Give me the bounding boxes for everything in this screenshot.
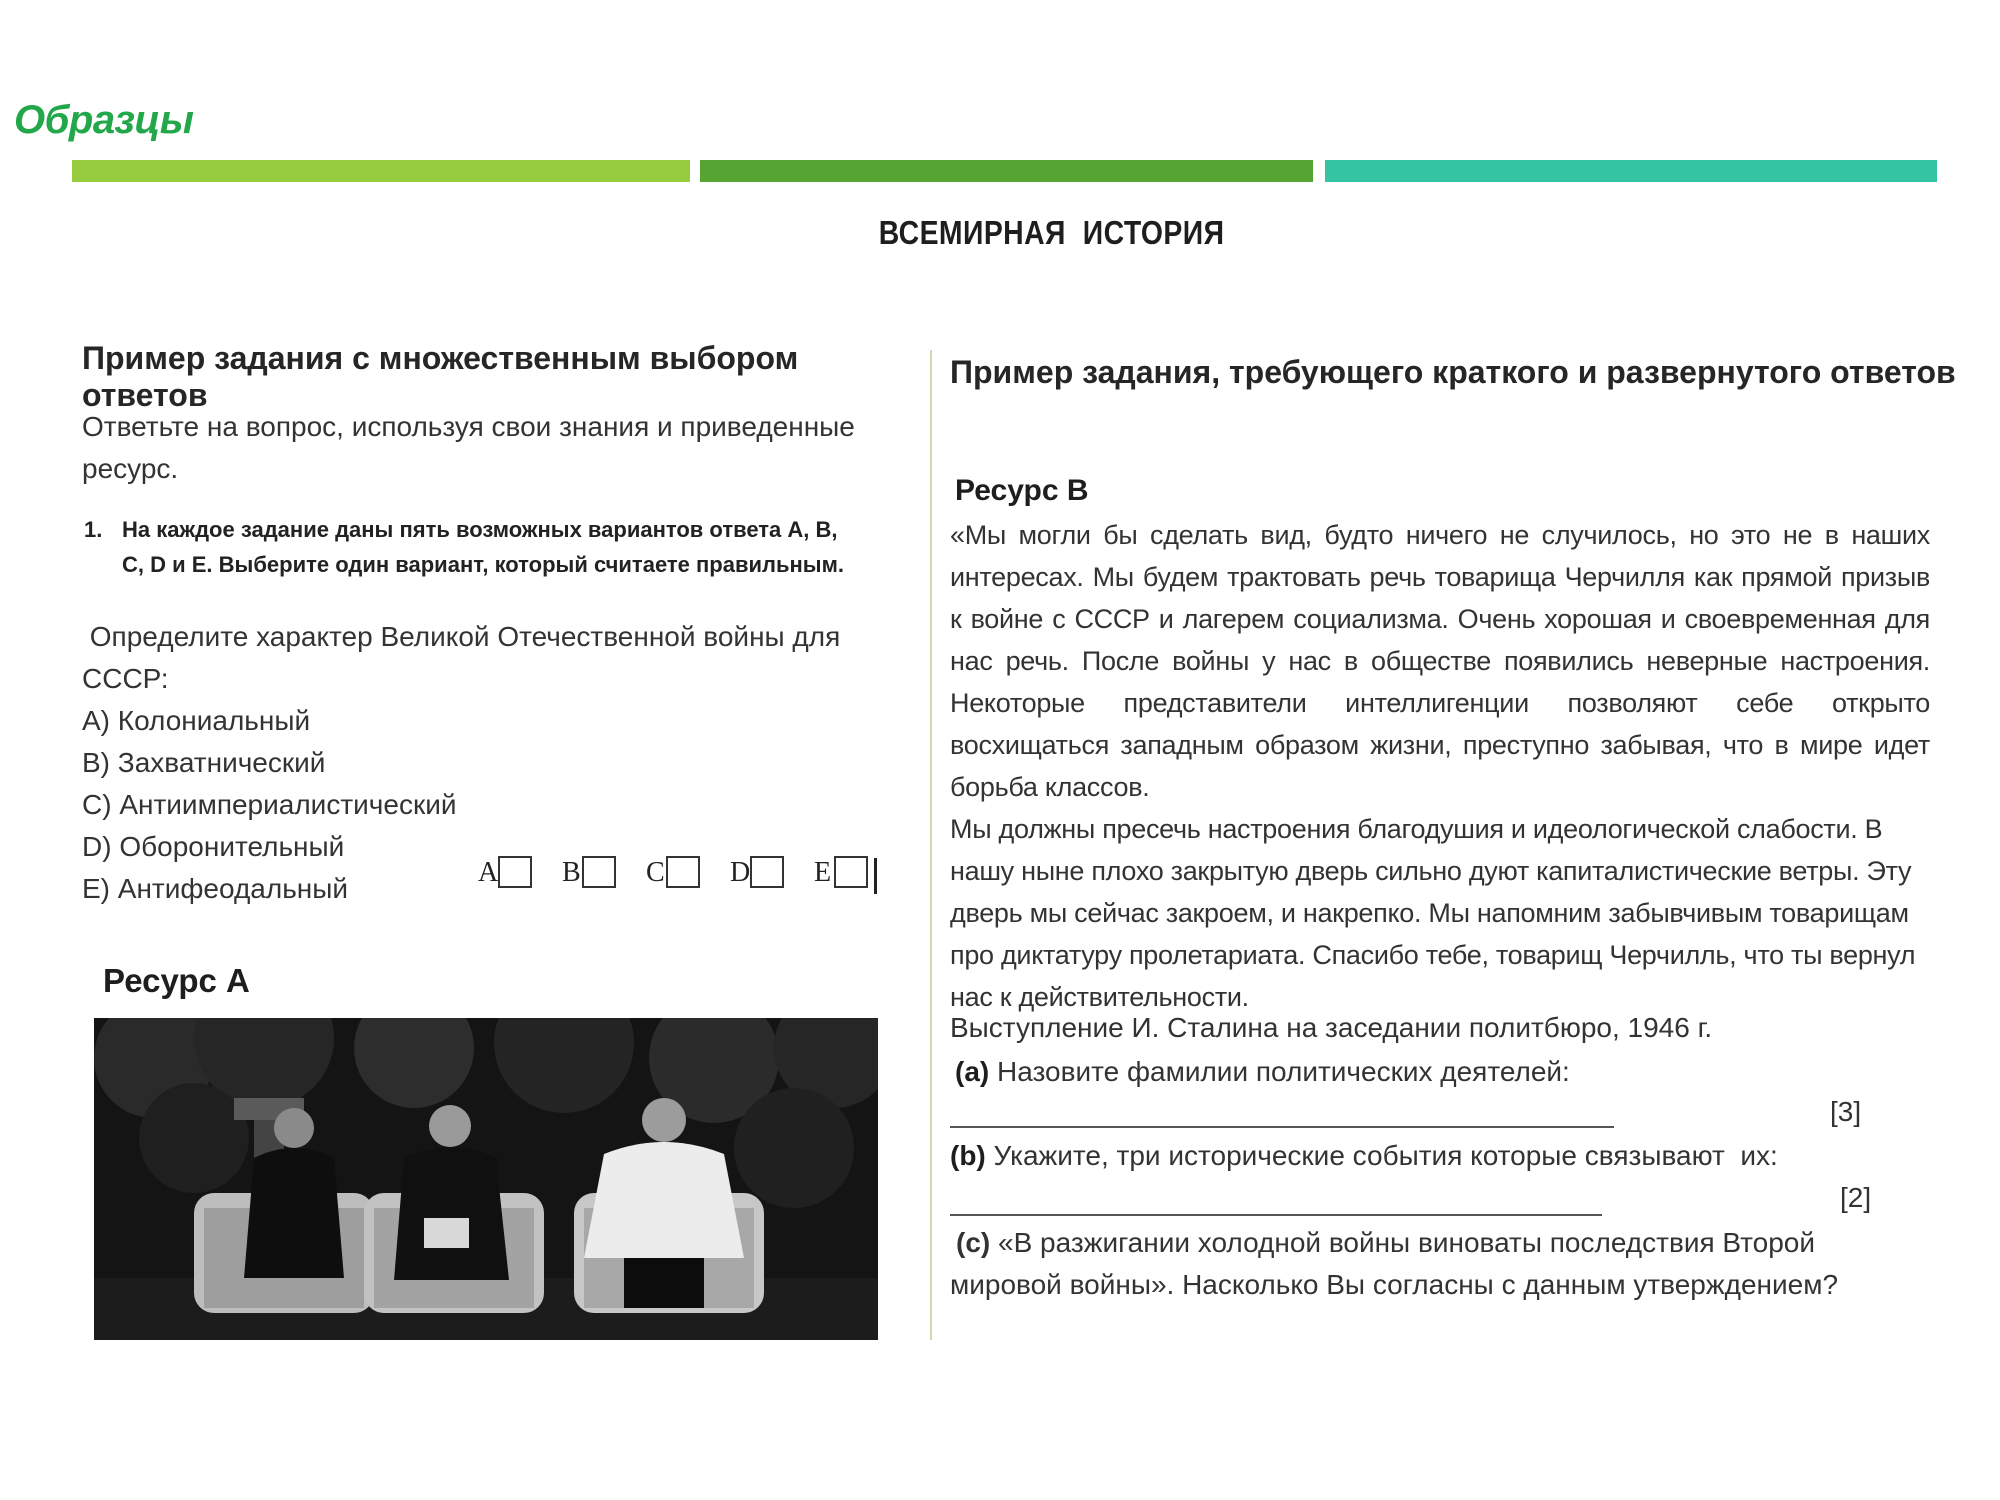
resource-a-photo bbox=[94, 1018, 878, 1340]
option-e: E) Антифеодальный bbox=[82, 873, 349, 904]
answer-box-e-letter: E bbox=[814, 857, 832, 888]
question-a-label: (a) bbox=[955, 1056, 990, 1087]
accent-bar-teal bbox=[1325, 160, 1937, 182]
resource-b-paragraph-2: Мы должны пресечь настроения благодушия и идеологической слабости. В нашу ныне плохо закрытую дверь сильно дуют капиталистические ветры. Эту дверь мы сейчас закроем, и накрепко. Мы напомним забывчивым товарищам про диктатуру пролетариата. Спасибо тебе, товарищ Черчилль, что ты вернул нас к действительности. bbox=[950, 814, 1916, 1012]
option-c: C) Антиимпериалистический bbox=[82, 789, 457, 820]
left-column bbox=[82, 340, 882, 414]
task-condition-line-1: Ответьте на вопрос, используя свои знания и приведенные bbox=[82, 411, 855, 442]
question-a-mark: [3] bbox=[1830, 1096, 1862, 1127]
answer-box-b[interactable] bbox=[562, 856, 581, 890]
question-a bbox=[955, 1056, 1570, 1088]
option-a: А) Колониальный bbox=[82, 705, 311, 736]
instruction-text: На каждое задание даны пять возможных вариантов ответа A, B, C, D и E. Выберите один вариант, который считаете правильным. bbox=[122, 517, 844, 577]
column-divider bbox=[930, 350, 932, 1340]
task-condition bbox=[82, 406, 855, 490]
question-a-text: Назовите фамилии политических деятелей: bbox=[989, 1056, 1570, 1087]
checkbox-a[interactable] bbox=[498, 856, 532, 888]
answer-box-e[interactable] bbox=[814, 856, 831, 890]
question-b-label: (b) bbox=[950, 1140, 986, 1171]
question-c bbox=[950, 1222, 1870, 1306]
answer-box-b-letter: B bbox=[562, 857, 581, 888]
question-line-2: СССР: bbox=[82, 663, 169, 694]
checkbox-d[interactable] bbox=[750, 856, 784, 888]
right-section-title: Пример задания, требующего краткого и развернутого ответов bbox=[950, 354, 1956, 390]
answer-box-c[interactable] bbox=[646, 856, 665, 890]
resource-b-source: Выступление И. Сталина на заседании политбюро, 1946 г. bbox=[950, 1012, 1713, 1043]
answer-box-c-letter: C bbox=[646, 857, 665, 888]
resource-b-paragraph-1: «Мы могли бы сделать вид, будто ничего не случилось, но это не в наших интересах. Мы будем трактовать речь товарища Черчилля как прямой призыв к войне с СССР и лагерем социализма. Очень хорошая и своевременная для нас речь. После войны у нас в обществе появились неверные настроения. Некоторые представители интеллигенции позволяют себе открыто восхищаться западным образом жизни, преступно забывая, что в мире идет борьба классов. bbox=[950, 520, 1930, 802]
answer-box-a-letter: A bbox=[478, 857, 499, 888]
resource-a-label: Ресурс А bbox=[103, 962, 250, 999]
resource-b-text bbox=[950, 514, 1930, 1018]
answer-line-a[interactable] bbox=[950, 1126, 1614, 1128]
answer-box-d[interactable] bbox=[730, 856, 750, 890]
accent-bar-green bbox=[700, 160, 1313, 182]
accent-bar-light-green bbox=[72, 160, 690, 182]
question-b-text: Укажите, три исторические события которые связывают их: bbox=[985, 1140, 1778, 1171]
resource-b-label: Ресурс B bbox=[955, 474, 1089, 507]
option-d: D) Оборонительный bbox=[82, 831, 345, 862]
checkbox-e[interactable] bbox=[834, 856, 868, 888]
answer-box-a[interactable] bbox=[478, 856, 498, 890]
question-c-text: «В разжигании холодной войны виноваты последствия Второй мировой войны». Насколько Вы согласны с данным утверждением? bbox=[950, 1227, 1839, 1300]
question-c-label: (c) bbox=[956, 1227, 991, 1258]
question-b-mark: [2] bbox=[1840, 1182, 1872, 1213]
main-heading bbox=[140, 214, 1963, 252]
text-cursor bbox=[874, 858, 877, 894]
answer-line-b[interactable] bbox=[950, 1214, 1602, 1216]
task-instruction bbox=[84, 512, 884, 584]
checkbox-c[interactable] bbox=[666, 856, 700, 888]
instruction-number: 1. bbox=[84, 517, 103, 542]
task-condition-line-2: ресурс. bbox=[82, 453, 179, 484]
answer-options bbox=[82, 700, 456, 910]
checkbox-b[interactable] bbox=[582, 856, 616, 888]
historical-photo-icon bbox=[94, 1018, 878, 1340]
slide-title: Образцы bbox=[14, 98, 194, 142]
question bbox=[82, 616, 840, 700]
option-b: B) Захватнический bbox=[82, 747, 326, 778]
question-line-1: Определите характер Великой Отечественной войны для bbox=[82, 621, 841, 652]
answer-box-d-letter: D bbox=[730, 857, 751, 888]
question-b bbox=[950, 1140, 1778, 1172]
left-section-title: Пример задания с множественным выбором ответов bbox=[82, 340, 799, 413]
main-heading-text: ВСЕМИРНАЯ ИСТОРИЯ bbox=[878, 214, 1225, 251]
